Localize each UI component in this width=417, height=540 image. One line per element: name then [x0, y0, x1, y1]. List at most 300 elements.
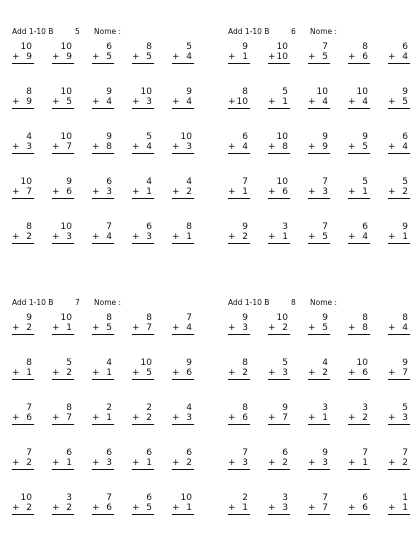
plus-sign: + — [92, 97, 100, 107]
addend-bottom: 1 — [186, 503, 192, 513]
plus-sign: + — [172, 368, 180, 378]
addition-problem — [268, 42, 292, 72]
addend-top: 4 — [322, 358, 328, 368]
addend-bottom: 3 — [26, 142, 32, 152]
worksheet-1 — [12, 27, 197, 267]
addend-bottom: 1 — [66, 458, 72, 468]
worksheet-header — [228, 27, 413, 39]
addend-top: 4 — [146, 177, 152, 187]
worksheet-header — [12, 27, 197, 39]
addend-top: 5 — [146, 132, 152, 142]
addend-bottom: 1 — [322, 413, 328, 423]
plus-sign: + — [132, 142, 140, 152]
plus-sign: + — [308, 413, 316, 423]
addend-top: 8 — [242, 403, 248, 413]
addend-top: 7 — [402, 448, 408, 458]
answer-line — [308, 63, 330, 64]
addition-problem — [12, 132, 36, 162]
addition-problem — [348, 222, 372, 252]
worksheet-header — [228, 298, 413, 310]
answer-line — [172, 243, 194, 244]
plus-sign: + — [388, 368, 396, 378]
answer-line — [268, 379, 290, 380]
addend-bottom: 8 — [362, 323, 368, 333]
addend-bottom: 1 — [362, 458, 368, 468]
worksheet-number: 6 — [291, 27, 296, 36]
plus-sign: + — [268, 368, 276, 378]
addend-top: 6 — [146, 222, 152, 232]
addend-bottom: 2 — [362, 413, 368, 423]
addition-problem — [132, 87, 156, 117]
addition-problem — [308, 177, 332, 207]
addend-bottom: 7 — [66, 142, 72, 152]
answer-line — [172, 63, 194, 64]
answer-line — [268, 63, 290, 64]
plus-sign: + — [348, 187, 356, 197]
answer-line — [52, 469, 74, 470]
addend-bottom: 8 — [282, 142, 288, 152]
plus-sign: + — [52, 368, 60, 378]
addend-top: 2 — [242, 493, 248, 503]
addition-problem — [172, 448, 196, 478]
addend-top: 8 — [186, 222, 192, 232]
answer-line — [52, 379, 74, 380]
addend-top: 5 — [282, 358, 288, 368]
addition-problem — [268, 358, 292, 388]
addend-bottom: 6 — [282, 187, 288, 197]
answer-line — [132, 63, 154, 64]
addend-top: 7 — [322, 42, 328, 52]
addend-bottom: 2 — [186, 458, 192, 468]
addend-top: 7 — [362, 448, 368, 458]
plus-sign: + — [388, 458, 396, 468]
answer-line — [348, 334, 370, 335]
plus-sign: + — [388, 142, 396, 152]
plus-sign: + — [268, 413, 276, 423]
addend-bottom: 7 — [282, 413, 288, 423]
answer-line — [388, 243, 410, 244]
worksheet-title: Add 1-10 B — [12, 27, 54, 36]
addition-problem — [228, 177, 252, 207]
addend-bottom: 1 — [402, 232, 408, 242]
addend-bottom: 3 — [322, 458, 328, 468]
addend-top: 7 — [242, 448, 248, 458]
addend-bottom: 7 — [322, 503, 328, 513]
addend-bottom: 4 — [242, 142, 248, 152]
addend-top: 8 — [362, 42, 368, 52]
worksheet-title: Add 1-10 B — [12, 298, 54, 307]
plus-sign: + — [172, 187, 180, 197]
addend-bottom: 2 — [146, 413, 152, 423]
answer-line — [388, 108, 410, 109]
addition-problem — [308, 403, 332, 433]
plus-sign: + — [52, 458, 60, 468]
addend-top: 9 — [402, 222, 408, 232]
answer-line — [228, 469, 250, 470]
addend-bottom: 1 — [186, 232, 192, 242]
addend-top: 10 — [316, 87, 328, 97]
plus-sign: + — [12, 142, 20, 152]
plus-sign: + — [228, 187, 236, 197]
answer-line — [308, 514, 330, 515]
plus-sign: + — [172, 232, 180, 242]
answer-line — [228, 63, 250, 64]
plus-sign: + — [52, 142, 60, 152]
plus-sign: + — [172, 97, 180, 107]
addend-top: 8 — [26, 222, 32, 232]
name-label: Nome : — [94, 27, 122, 36]
plus-sign: + — [268, 142, 276, 152]
plus-sign: + — [52, 187, 60, 197]
answer-line — [228, 514, 250, 515]
addend-bottom: 2 — [26, 232, 32, 242]
answer-line — [268, 243, 290, 244]
addend-bottom: 6 — [26, 413, 32, 423]
plus-sign: + — [348, 142, 356, 152]
plus-sign: + — [132, 97, 140, 107]
addend-bottom: 3 — [146, 97, 152, 107]
answer-line — [92, 108, 114, 109]
addend-bottom: 7 — [66, 413, 72, 423]
addend-bottom: 9 — [26, 97, 32, 107]
addend-bottom: 4 — [402, 142, 408, 152]
addition-problem — [12, 313, 36, 343]
answer-line — [52, 424, 74, 425]
plus-sign: + — [12, 413, 20, 423]
addition-problem — [268, 403, 292, 433]
addend-bottom: 4 — [106, 232, 112, 242]
plus-sign: + — [132, 458, 140, 468]
addition-problem — [348, 358, 372, 388]
addition-problem — [172, 42, 196, 72]
addend-bottom: 5 — [106, 52, 112, 62]
addend-top: 5 — [186, 42, 192, 52]
addend-top: 9 — [402, 87, 408, 97]
addition-problem — [132, 358, 156, 388]
answer-line — [172, 108, 194, 109]
addition-problem — [308, 448, 332, 478]
addend-bottom: 1 — [402, 503, 408, 513]
addition-problem — [52, 87, 76, 117]
addition-problem — [172, 177, 196, 207]
addition-problem — [12, 403, 36, 433]
plus-sign: + — [308, 187, 316, 197]
addend-bottom: 2 — [402, 187, 408, 197]
answer-line — [172, 334, 194, 335]
addition-problem — [12, 87, 36, 117]
plus-sign: + — [388, 52, 396, 62]
answer-line — [388, 424, 410, 425]
plus-sign: + — [348, 368, 356, 378]
worksheet-4 — [228, 298, 413, 538]
addition-problem — [268, 132, 292, 162]
answer-line — [92, 243, 114, 244]
plus-sign: + — [268, 52, 276, 62]
addend-top: 9 — [66, 177, 72, 187]
addition-problem — [132, 313, 156, 343]
addend-top: 6 — [66, 448, 72, 458]
answer-line — [12, 108, 34, 109]
answer-line — [308, 424, 330, 425]
answer-line — [172, 198, 194, 199]
answer-line — [52, 63, 74, 64]
addend-top: 1 — [402, 493, 408, 503]
addition-problem — [12, 42, 36, 72]
addend-top: 6 — [402, 132, 408, 142]
addend-top: 10 — [276, 132, 288, 142]
answer-line — [132, 108, 154, 109]
addend-top: 6 — [146, 493, 152, 503]
name-label: Nome : — [94, 298, 122, 307]
plus-sign: + — [52, 97, 60, 107]
addend-bottom: 2 — [242, 232, 248, 242]
plus-sign: + — [92, 368, 100, 378]
answer-line — [12, 243, 34, 244]
plus-sign: + — [268, 232, 276, 242]
addition-problem — [12, 493, 36, 523]
addend-bottom: 3 — [322, 187, 328, 197]
answer-line — [12, 424, 34, 425]
addition-problem — [268, 87, 292, 117]
addend-bottom: 2 — [322, 368, 328, 378]
plus-sign: + — [308, 323, 316, 333]
answer-line — [132, 243, 154, 244]
answer-line — [12, 514, 34, 515]
plus-sign: + — [388, 323, 396, 333]
answer-line — [308, 153, 330, 154]
plus-sign: + — [132, 413, 140, 423]
addend-top: 6 — [106, 177, 112, 187]
addition-problem — [268, 177, 292, 207]
answer-line — [52, 198, 74, 199]
answer-line — [12, 198, 34, 199]
addition-problem — [92, 222, 116, 252]
answer-line — [92, 334, 114, 335]
answer-line — [92, 198, 114, 199]
answer-line — [228, 334, 250, 335]
plus-sign: + — [308, 142, 316, 152]
answer-line — [228, 424, 250, 425]
addition-problem — [172, 222, 196, 252]
addend-bottom: 4 — [362, 232, 368, 242]
answer-line — [308, 379, 330, 380]
addend-bottom: 6 — [242, 413, 248, 423]
plus-sign: + — [308, 232, 316, 242]
plus-sign: + — [228, 97, 236, 107]
answer-line — [12, 469, 34, 470]
plus-sign: + — [52, 323, 60, 333]
addend-top: 4 — [26, 132, 32, 142]
worksheet-3 — [12, 298, 197, 538]
addend-bottom: 9 — [322, 142, 328, 152]
addend-top: 10 — [60, 87, 72, 97]
answer-line — [92, 153, 114, 154]
addend-bottom: 2 — [66, 368, 72, 378]
addend-bottom: 9 — [66, 52, 72, 62]
answer-line — [388, 334, 410, 335]
addend-top: 10 — [276, 42, 288, 52]
addend-bottom: 1 — [26, 368, 32, 378]
plus-sign: + — [308, 368, 316, 378]
addend-top: 7 — [242, 177, 248, 187]
plus-sign: + — [92, 503, 100, 513]
addition-problem — [228, 313, 252, 343]
addend-top: 6 — [362, 493, 368, 503]
addend-top: 10 — [20, 493, 32, 503]
addition-problem — [172, 132, 196, 162]
addend-bottom: 1 — [242, 52, 248, 62]
addition-problem — [348, 493, 372, 523]
addition-problem — [172, 493, 196, 523]
plus-sign: + — [12, 97, 20, 107]
answer-line — [308, 198, 330, 199]
answer-line — [132, 514, 154, 515]
plus-sign: + — [348, 232, 356, 242]
addend-bottom: 5 — [362, 142, 368, 152]
answer-line — [228, 379, 250, 380]
plus-sign: + — [132, 52, 140, 62]
plus-sign: + — [132, 323, 140, 333]
addend-bottom: 3 — [282, 368, 288, 378]
addition-problem — [348, 177, 372, 207]
addend-bottom: 5 — [146, 503, 152, 513]
addend-bottom: 3 — [242, 323, 248, 333]
plus-sign: + — [132, 503, 140, 513]
plus-sign: + — [268, 503, 276, 513]
addition-problem — [12, 358, 36, 388]
answer-line — [348, 108, 370, 109]
plus-sign: + — [92, 142, 100, 152]
answer-line — [52, 334, 74, 335]
addition-problem — [268, 313, 292, 343]
answer-line — [388, 198, 410, 199]
plus-sign: + — [172, 503, 180, 513]
plus-sign: + — [172, 413, 180, 423]
answer-line — [52, 243, 74, 244]
answer-line — [52, 153, 74, 154]
answer-line — [92, 379, 114, 380]
plus-sign: + — [172, 142, 180, 152]
plus-sign: + — [12, 323, 20, 333]
addend-bottom: 3 — [282, 503, 288, 513]
plus-sign: + — [388, 187, 396, 197]
addend-bottom: 4 — [186, 52, 192, 62]
answer-line — [132, 379, 154, 380]
addend-top: 2 — [146, 403, 152, 413]
addend-bottom: 10 — [236, 97, 248, 107]
addend-top: 4 — [106, 358, 112, 368]
answer-line — [92, 514, 114, 515]
addend-bottom: 1 — [242, 503, 248, 513]
addend-bottom: 10 — [276, 52, 288, 62]
answer-line — [308, 243, 330, 244]
addition-problem — [388, 358, 412, 388]
answer-line — [348, 469, 370, 470]
addition-problem — [92, 132, 116, 162]
addend-top: 8 — [242, 358, 248, 368]
addend-bottom: 3 — [242, 458, 248, 468]
answer-line — [228, 198, 250, 199]
addend-bottom: 6 — [362, 503, 368, 513]
addition-problem — [348, 403, 372, 433]
plus-sign: + — [388, 232, 396, 242]
worksheet-number: 7 — [75, 298, 80, 307]
addend-top: 8 — [26, 87, 32, 97]
addend-bottom: 6 — [186, 368, 192, 378]
addition-problem — [52, 403, 76, 433]
answer-line — [12, 63, 34, 64]
answer-line — [268, 198, 290, 199]
plus-sign: + — [268, 323, 276, 333]
addend-bottom: 5 — [322, 52, 328, 62]
addend-top: 7 — [322, 177, 328, 187]
addend-top: 8 — [242, 87, 248, 97]
addend-top: 3 — [322, 403, 328, 413]
addition-problem — [388, 132, 412, 162]
addition-problem — [132, 493, 156, 523]
plus-sign: + — [268, 97, 276, 107]
addition-problem — [308, 358, 332, 388]
addition-problem — [228, 42, 252, 72]
addition-problem — [388, 313, 412, 343]
addend-top: 10 — [140, 358, 152, 368]
addition-problem — [172, 403, 196, 433]
addend-top: 5 — [402, 177, 408, 187]
addend-top: 9 — [242, 313, 248, 323]
addend-bottom: 1 — [362, 187, 368, 197]
addend-bottom: 8 — [106, 142, 112, 152]
addend-top: 9 — [322, 313, 328, 323]
addition-problem — [92, 177, 116, 207]
addend-top: 5 — [402, 403, 408, 413]
addition-problem — [132, 177, 156, 207]
addition-problem — [308, 87, 332, 117]
addend-bottom: 4 — [106, 97, 112, 107]
addend-bottom: 5 — [402, 97, 408, 107]
plus-sign: + — [388, 97, 396, 107]
plus-sign: + — [52, 413, 60, 423]
plus-sign: + — [92, 232, 100, 242]
addend-bottom: 1 — [106, 413, 112, 423]
addend-bottom: 2 — [402, 458, 408, 468]
addend-top: 9 — [402, 358, 408, 368]
addition-problem — [228, 493, 252, 523]
addend-top: 7 — [26, 448, 32, 458]
answer-line — [268, 153, 290, 154]
answer-line — [172, 469, 194, 470]
addend-bottom: 5 — [106, 323, 112, 333]
addition-problem — [308, 313, 332, 343]
addend-top: 8 — [66, 403, 72, 413]
addend-top: 8 — [106, 313, 112, 323]
addend-top: 3 — [362, 403, 368, 413]
addend-top: 8 — [146, 313, 152, 323]
addend-top: 8 — [402, 313, 408, 323]
addition-problem — [12, 222, 36, 252]
addend-top: 5 — [282, 87, 288, 97]
name-label: Nome : — [310, 27, 338, 36]
addend-top: 6 — [146, 448, 152, 458]
addition-problem — [228, 222, 252, 252]
addend-top: 8 — [26, 358, 32, 368]
plus-sign: + — [348, 323, 356, 333]
addend-top: 8 — [146, 42, 152, 52]
addend-bottom: 2 — [242, 368, 248, 378]
plus-sign: + — [12, 458, 20, 468]
answer-line — [308, 108, 330, 109]
addend-top: 6 — [242, 132, 248, 142]
answer-line — [92, 63, 114, 64]
